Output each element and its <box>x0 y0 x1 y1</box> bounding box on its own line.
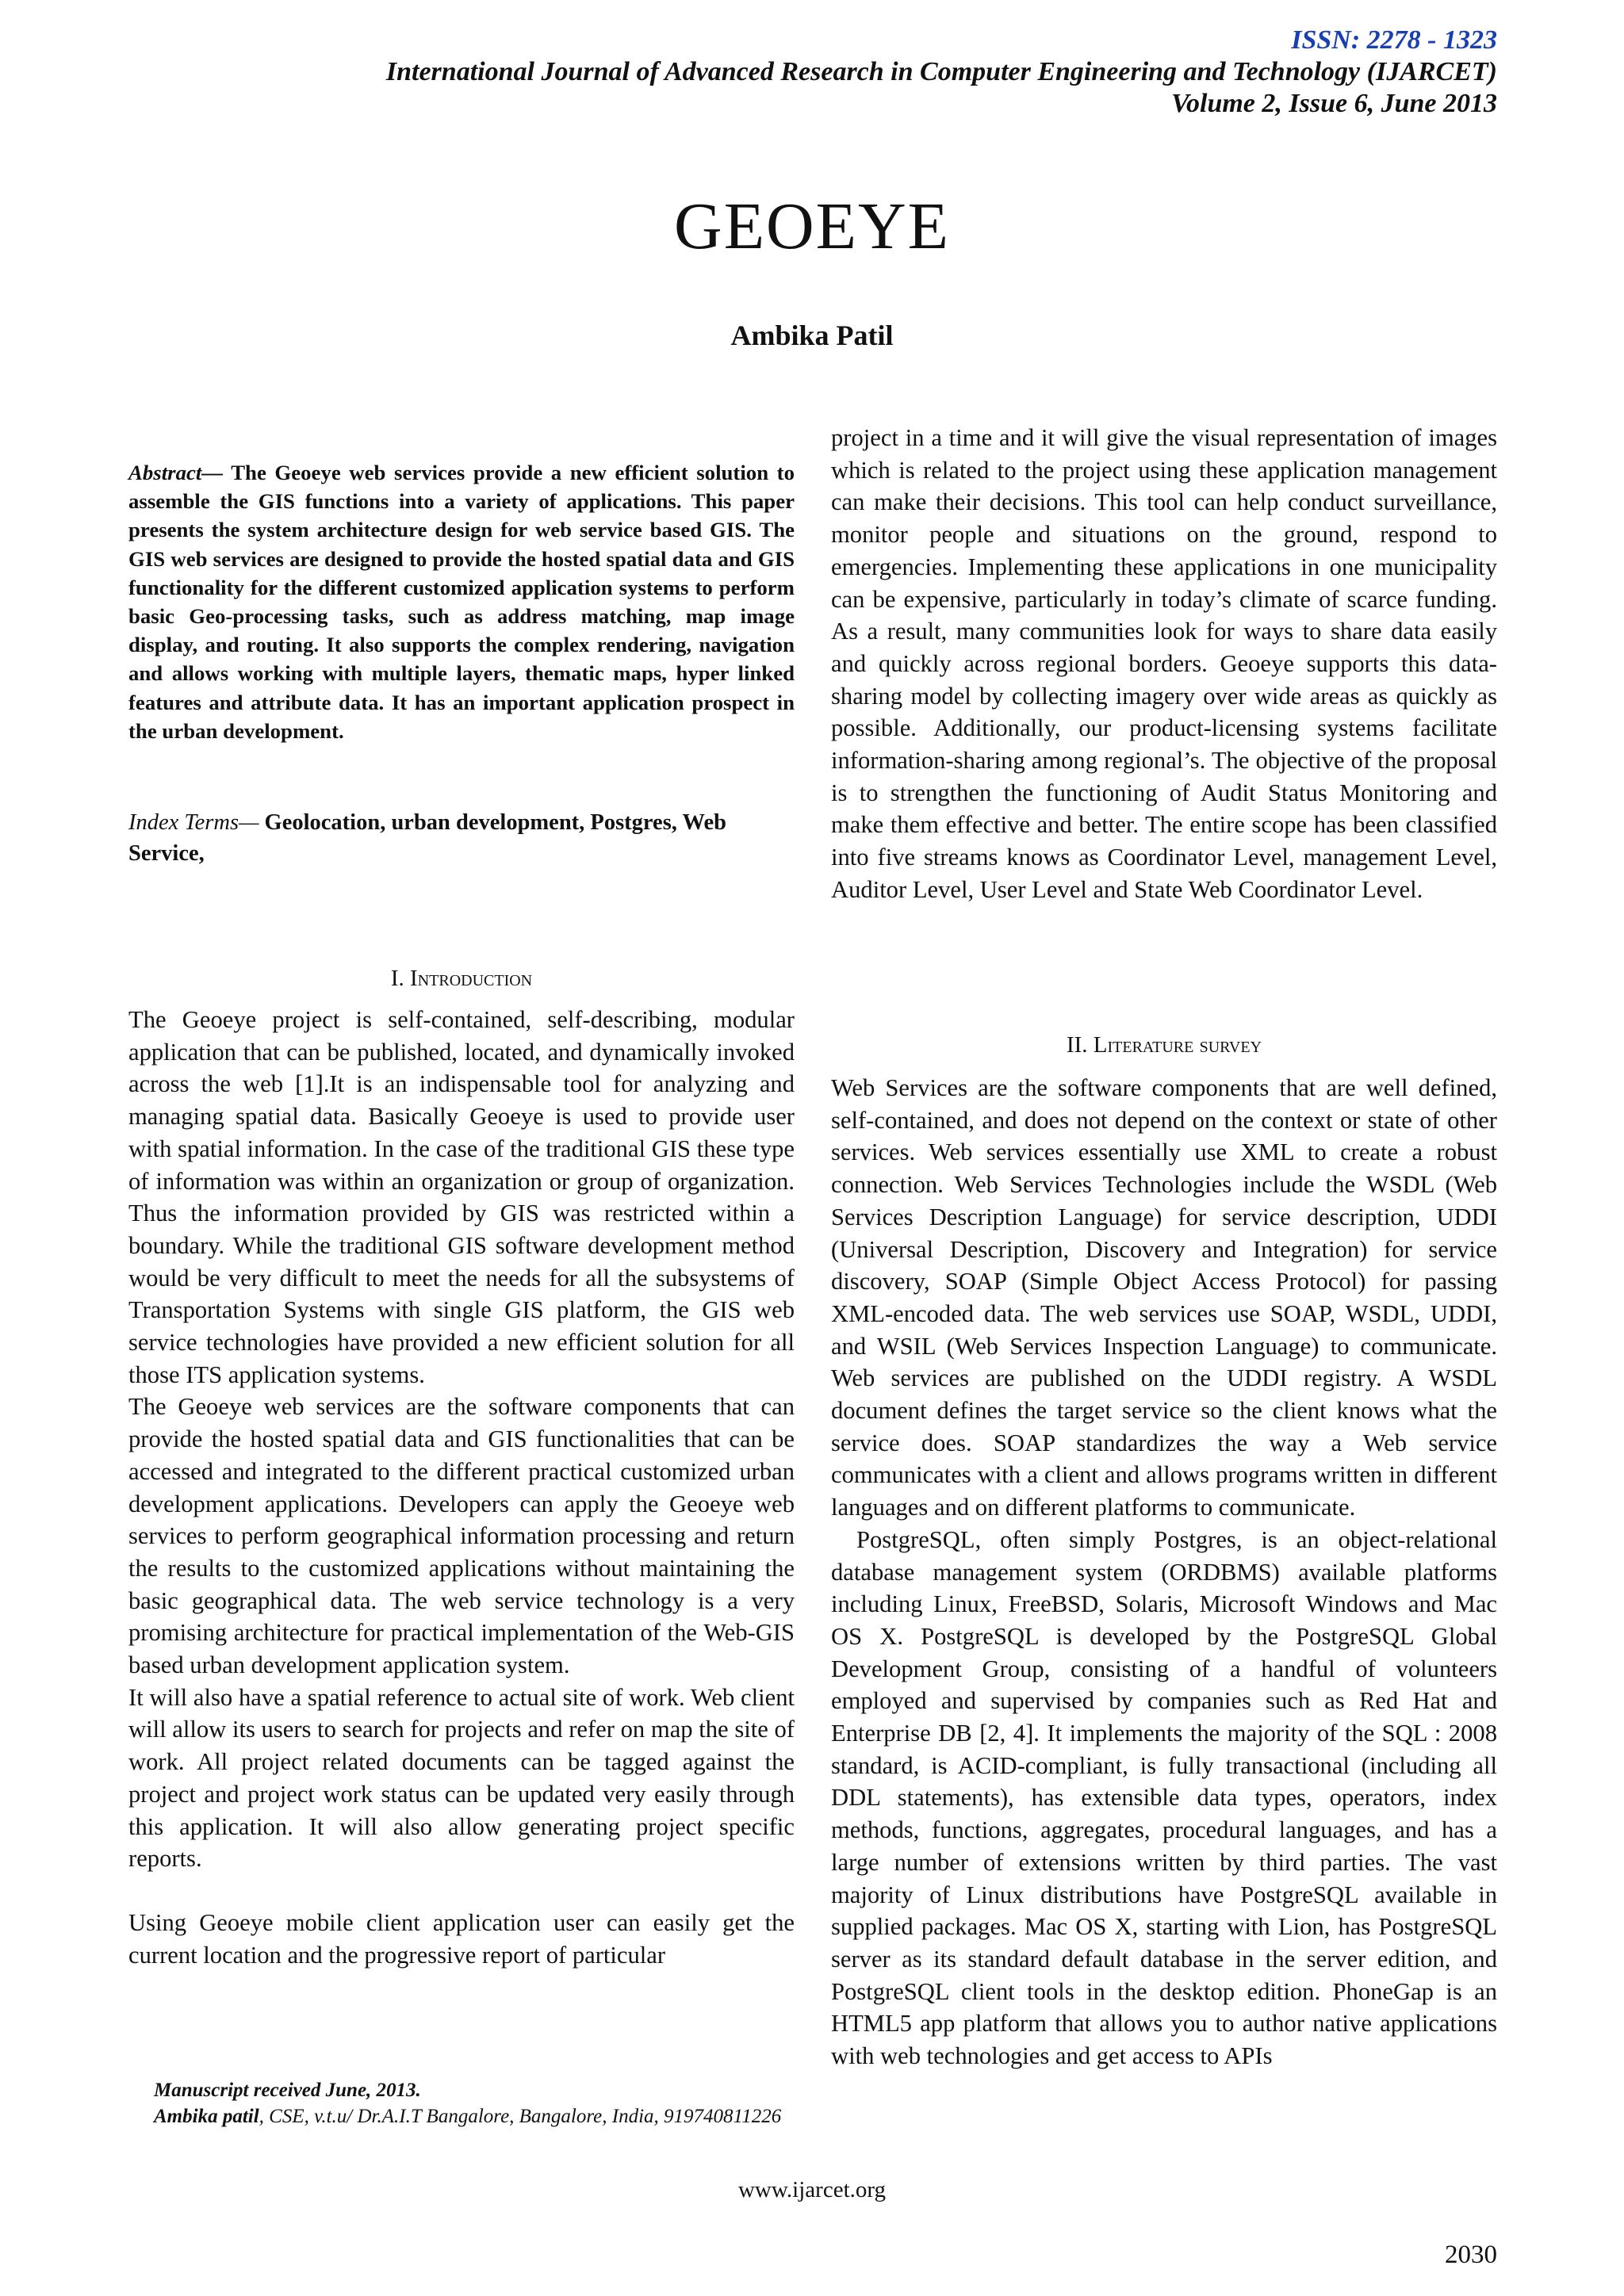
paragraph: It will also have a spatial reference to actual site of work. Web client will allow its users to search for projects and refer on map the site of work. All project related documents can be tagged against the project and project work status can be updated very easily through this application. It will also allow generating project specific reports. <box>128 1683 795 1873</box>
abstract-label: Abstract— <box>128 461 224 484</box>
paragraph: The Geoeye web services are the software components that can provide the hosted spatial data and GIS functionalities that can be accessed and integrated to the different practical customized urban development applications. Developers can apply the Geoeye web services to perform geographical information processing and return the results to the customized applications without maintaining the basic geographical data. The web service technology is a very promising architecture for practical implementation of the Web-GIS based urban development application system. <box>128 1393 795 1679</box>
paragraph: The Geoeye project is self-contained, self-describing, modular application that can be published, located, and dynamically invoked across the web [1].It is an indispensable tool for analyzing and managing spatial data. Basically Geoeye is used to provide user with spatial information. In the case of the traditional GIS these type of information was within an organization or group of organization. Thus the information provided by GIS was restricted within a boundary. While the traditional GIS software development method would be very difficult to meet the needs for all the subsystems of Transportation Systems with single GIS platform, the GIS web service technologies have provided a new efficient solution for all those ITS application systems. <box>128 1006 795 1388</box>
paragraph: Using Geoeye mobile client application user can easily get the current location and the progressive report of particular <box>128 1908 795 1969</box>
section-heading-literature-survey: II. Literature survey <box>1066 1032 1262 1058</box>
paper-author: Ambika Patil <box>730 320 894 351</box>
literature-survey-body <box>831 1072 1497 2072</box>
abstract-text: The Geoeye web services provide a new efficient solution to assemble the GIS functions into a variety of applications. This paper presents the system architecture design for web service based GIS. The GIS web services are designed to provide the hosted spatial data and GIS functionality for the different customized application systems to perform basic Geo-processing tasks, such as address matching, map image display, and routing. It also supports the complex rendering, navigation and allows working with multiple layers, thematic maps, hyper linked features and attribute data. It has an important application prospect in the urban development. <box>128 461 795 743</box>
journal-name: International Journal of Advanced Research in Computer Engineering and Technology (IJARCET) <box>385 57 1497 86</box>
issn-line: ISSN: 2278 - 1323 <box>1291 25 1497 55</box>
abstract <box>128 458 795 745</box>
paragraph: project in a time and it will give the visual representation of images which is related to the project using these application management can make their decisions. This tool can help conduct surveillance, monitor people and situations on the ground, respond to emergencies. Implementing these applications in one municipality can be expensive, particularly in today’s climate of scarce funding. As a result, many communities look for ways to share data easily and quickly across regional borders. Geoeye supports this data-sharing model by collecting imagery over wide areas as quickly as possible. Additionally, our product-licensing systems facilitate information-sharing among regional’s. The objective of the proposal is to strengthen the functioning of Audit Status Monitoring and make them effective and better. The entire scope has been classified into five streams knows as Coordinator Level, management Level, Auditor Level, User Level and State Web Coordinator Level. <box>831 424 1497 903</box>
index-terms-text: Geolocation, urban development, Postgres, Web Service, <box>128 810 726 866</box>
footnote-affiliation: , CSE, v.t.u/ Dr.A.I.T Bangalore, Bangalore, India, 919740811226 <box>259 2106 782 2127</box>
index-terms-label: Index Terms <box>128 810 239 835</box>
footnote-received: Manuscript received June, 2013. <box>154 2080 421 2101</box>
paragraph: PostgreSQL, often simply Postgres, is an object-relational database management system (ORDBMS) available platforms including Linux, FreeBSD, Solaris, Microsoft Windows and Mac OS X. PostgreSQL is developed by the PostgreSQL Global Development Group, consisting of a handful of volunteers employed and supervised by companies such as Red Hat and Enterprise DB [2, 4]. It implements the majority of the SQL : 2008 standard, is ACID-compliant, is fully transactional (including all DDL statements), has extensible data types, operators, index methods, functions, aggregates, procedural languages, and has a large number of extensions written by third parties. The vast majority of Linux distributions have PostgreSQL available in supplied packages. Mac OS X, starting with Lion, has PostgreSQL server as its standard default database in the server edition, and PostgreSQL client tools in the desktop edition. PhoneGap is an HTML5 app platform that allows you to author native applications with web technologies and get access to APIs <box>831 1525 1497 2070</box>
page-number: 2030 <box>1445 2241 1497 2269</box>
volume-issue: Volume 2, Issue 6, June 2013 <box>1171 89 1497 118</box>
index-terms-dash: — <box>239 810 265 835</box>
index-terms <box>128 807 795 869</box>
footnote-author <box>128 2103 795 2130</box>
footnote <box>128 2077 795 2130</box>
section-heading-introduction: I. Introduction <box>390 966 533 991</box>
footnote-author-name: Ambika patil <box>154 2106 259 2127</box>
introduction-body <box>128 1004 795 1971</box>
paragraph: Web Services are the software components that are well defined, self-contained, and does not depend on the context or state of other services. Web services essentially use XML to create a robust connection. Web Services Technologies include the WSDL (Web Services Description Language) for service description, UDDI (Universal Description, Discovery and Integration) for service discovery, SOAP (Simple Object Access Protocol) for passing XML-encoded data. The web services use SOAP, WSDL, UDDI, and WSIL (Web Services Inspection Language) to communicate. Web services are published on the UDDI registry. A WSDL document defines the target service so the client knows what the service does. SOAP standardizes the way a Web service communicates with a client and allows programs written in different languages and on different platforms to communicate. <box>831 1074 1497 1521</box>
journal-url: www.ijarcet.org <box>737 2177 887 2202</box>
paper-title: GEOEYE <box>674 189 950 263</box>
introduction-continuation <box>831 422 1497 906</box>
